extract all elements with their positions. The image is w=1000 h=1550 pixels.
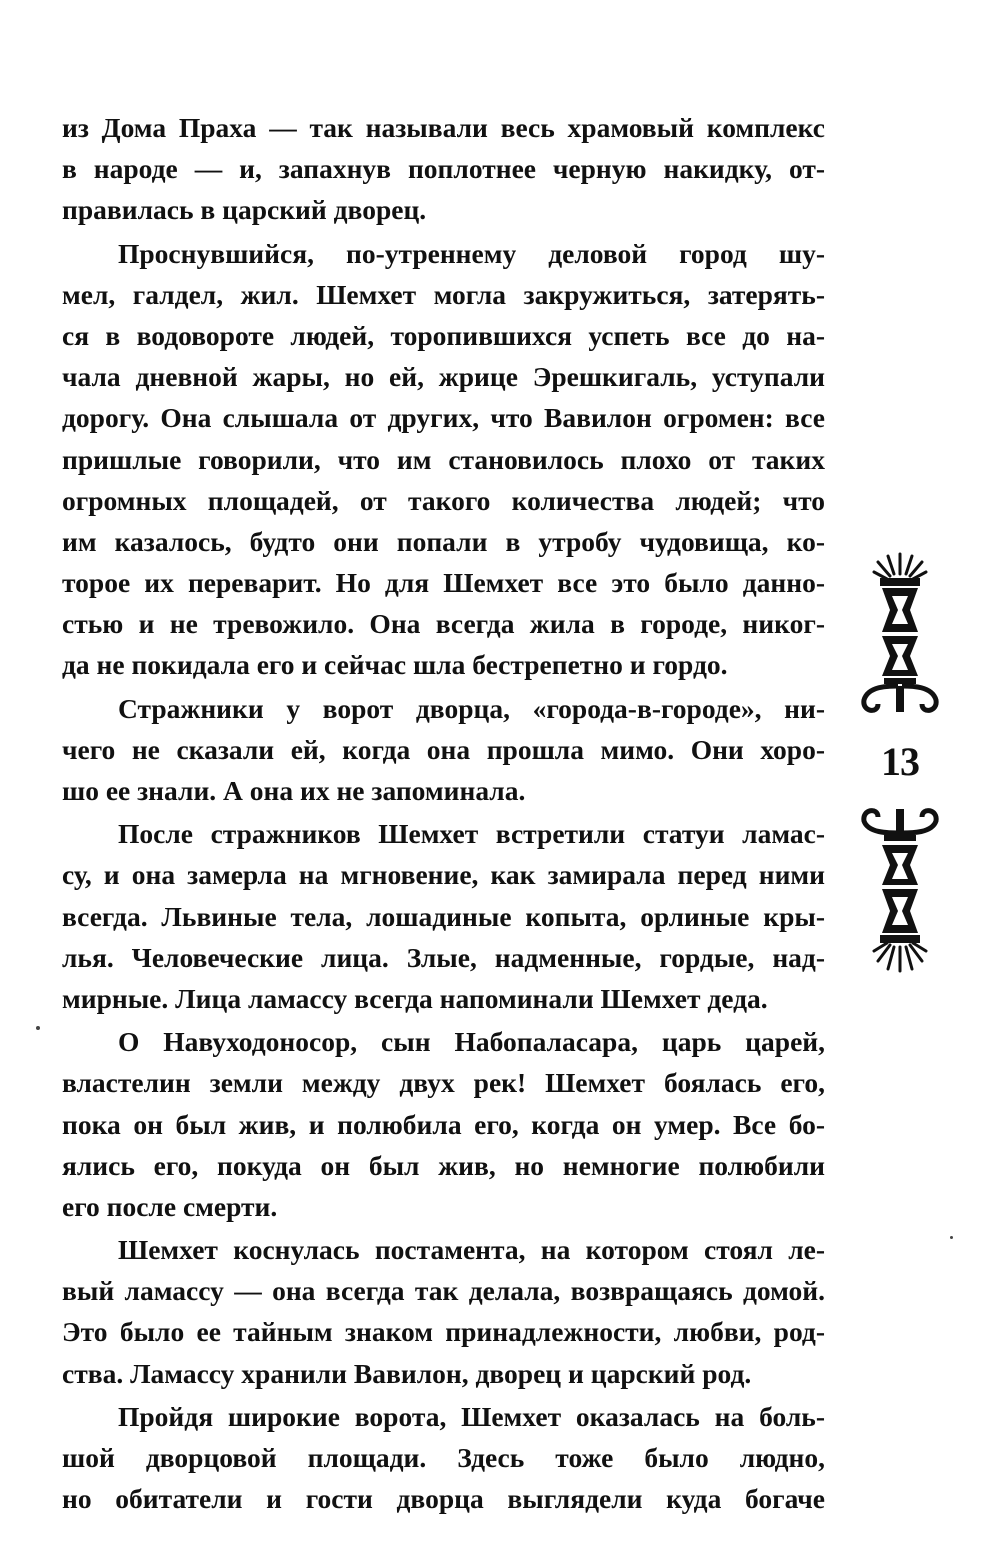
text-line: Это было ее тайным знаком принадлежности, любви, род-: [62, 1316, 825, 1348]
text-line: стью и не тревожило. Она всегда жила в городе, никог-: [62, 608, 825, 640]
paragraph: [62, 107, 825, 231]
text-line: Пройдя широкие ворота, Шемхет оказалась на боль-: [118, 1400, 825, 1432]
text-line: шой дворцовой площади. Здесь тоже было людно,: [62, 1442, 825, 1473]
text-line: шо ее знали. А она их не запоминала.: [62, 775, 526, 806]
paragraph: [62, 1396, 825, 1520]
paragraph: [62, 813, 825, 1019]
text-line: его после смерти.: [62, 1190, 278, 1222]
text-line: вый ламассу — она всегда так делала, возвращаясь домой.: [62, 1275, 825, 1307]
text-line: но обитатели и гости дворца выглядели куда богаче: [62, 1483, 825, 1515]
text-line: ства. Ламассу хранили Вавилон, дворец и царский род.: [62, 1357, 752, 1389]
text-line: Шемхет коснулась постамента, на котором стоял ле-: [118, 1234, 825, 1266]
text-line: да не покидала его и сейчас шла бестрепетно и гордо.: [62, 649, 728, 681]
text-line: всегда. Львиные тела, лошадиные копыта, орлиные кры-: [62, 900, 825, 932]
text-line: чала дневной жары, но ей, жрице Эрешкигаль, уступали: [62, 361, 825, 393]
paragraph: [62, 1021, 825, 1227]
paragraph: [62, 233, 825, 686]
text-line: После стражников Шемхет встретили статуи ламас-: [118, 818, 825, 850]
text-line: огромных площадей, от такого количества людей; что: [62, 484, 825, 516]
text-line: пока он был жив, и полюбила его, когда он умер. Все бо-: [62, 1108, 825, 1140]
paragraph: [62, 688, 825, 812]
text-line: властелин земли между двух рек! Шемхет боялась его,: [62, 1067, 825, 1099]
text-line: О Навуходоносор, сын Набопаласара, царь царей,: [118, 1026, 825, 1058]
paragraph: [62, 1229, 825, 1394]
text-line: мирные. Лица ламассу всегда напоминали Шемхет деда.: [62, 982, 768, 1014]
text-line: мел, галдел, жил. Шемхет могла закружиться, затерять-: [62, 278, 825, 310]
text-line: им казалось, будто они попали в утробу чудовища, ко-: [62, 525, 825, 557]
text-line: дорогу. Она слышала от других, что Вавилон огромен: все: [62, 402, 825, 434]
text-line: лья. Человеческие лица. Злые, надменные, гордые, над-: [62, 941, 825, 973]
text-line: правилась в царский дворец.: [62, 194, 427, 226]
text-line: ялись его, покуда он был жив, но немногие полюбили: [62, 1149, 825, 1181]
print-speck: [950, 1236, 953, 1239]
text-line: чего не сказали ей, когда она прошла мимо. Они хоро-: [62, 733, 825, 765]
text-line: су, и она замерла на мгновение, как замирала перед ними: [62, 859, 825, 891]
text-line: торое их переварит. Но для Шемхет все это было данно-: [62, 567, 825, 599]
print-speck: [36, 1026, 40, 1030]
ornament-bottom-icon: [858, 805, 942, 975]
text-line: пришлые говорили, что им становилось плохо от таких: [62, 443, 825, 475]
body-text: [62, 107, 825, 1519]
text-line: Проснувшийся, по-утреннему деловой город шу-: [118, 237, 825, 269]
text-line: Стражники у ворот дворца, «города-в-городе», ни-: [118, 692, 825, 724]
ornament-top-icon: [858, 552, 942, 717]
page-number: 13: [881, 739, 919, 784]
text-line: в народе — и, запахнув поплотнее черную накидку, от-: [62, 153, 825, 185]
text-line: из Дома Праха — так называли весь храмовый комплекс: [62, 112, 825, 143]
text-line: ся в водовороте людей, торопившихся успеть все до на-: [62, 319, 825, 351]
